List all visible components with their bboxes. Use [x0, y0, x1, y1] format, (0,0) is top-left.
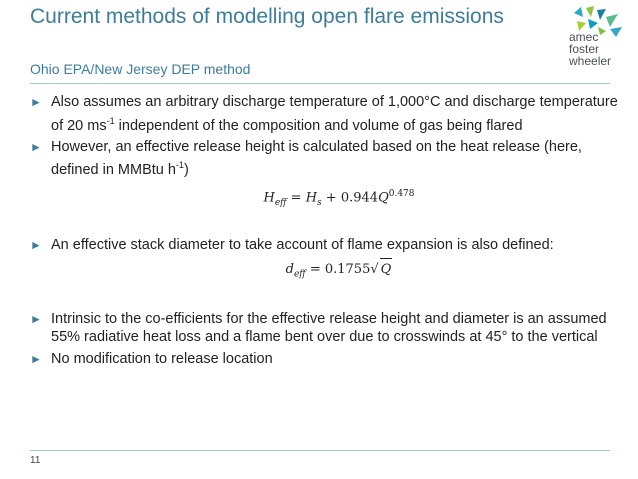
page-number: 11 [30, 455, 41, 466]
company-wordmark: amec foster wheeler [569, 30, 612, 68]
footer-divider [30, 450, 610, 451]
bullet-discharge-temperature: ► Also assumes an arbitrary discharge temperature of 1,000°C and discharge temperature of 20 $ms^{-1}$ independent of the composition and volume of gas being flared [30, 94, 618, 134]
header-divider [30, 83, 610, 84]
bullet-effective-diameter: ► An effective stack diameter to take account of flame expansion is also defined: [30, 236, 554, 253]
slide-body [30, 93, 620, 371]
formula-effective-diameter: $d_{eff} = 0.1755√$ Q [58, 258, 620, 286]
bullet-intrinsic-coefficients: ► Intrinsic to the co-efficients for the effective release height and diameter is an assumed 55% radiative heat loss and a flame bent over due to crosswinds at 45° to the vertical [30, 310, 607, 346]
bullet-arrow-icon: ► [30, 311, 42, 326]
sqrt-sign-icon: √ [370, 262, 379, 278]
bullet-arrow-icon: ► [30, 237, 42, 252]
slide-title: Current methods of modelling open flare emissions [30, 5, 504, 28]
bullet-release-location: ► No modification to release location [30, 350, 273, 367]
bullet-arrow-icon: ► [30, 351, 42, 366]
formula-effective-height: $H_{eff} = H_s + 0.944Q^{0.478}$ [263, 188, 415, 208]
bullet-arrow-icon: ► [30, 95, 42, 109]
slide-subtitle: Ohio EPA/New Jersey DEP method [30, 61, 251, 77]
bullet-effective-height: ► However, an effective release height is calculated based on the heat release (here, defined in MMBtu $h^{-1}$) [30, 138, 582, 179]
bullet-arrow-icon: ► [30, 139, 42, 154]
